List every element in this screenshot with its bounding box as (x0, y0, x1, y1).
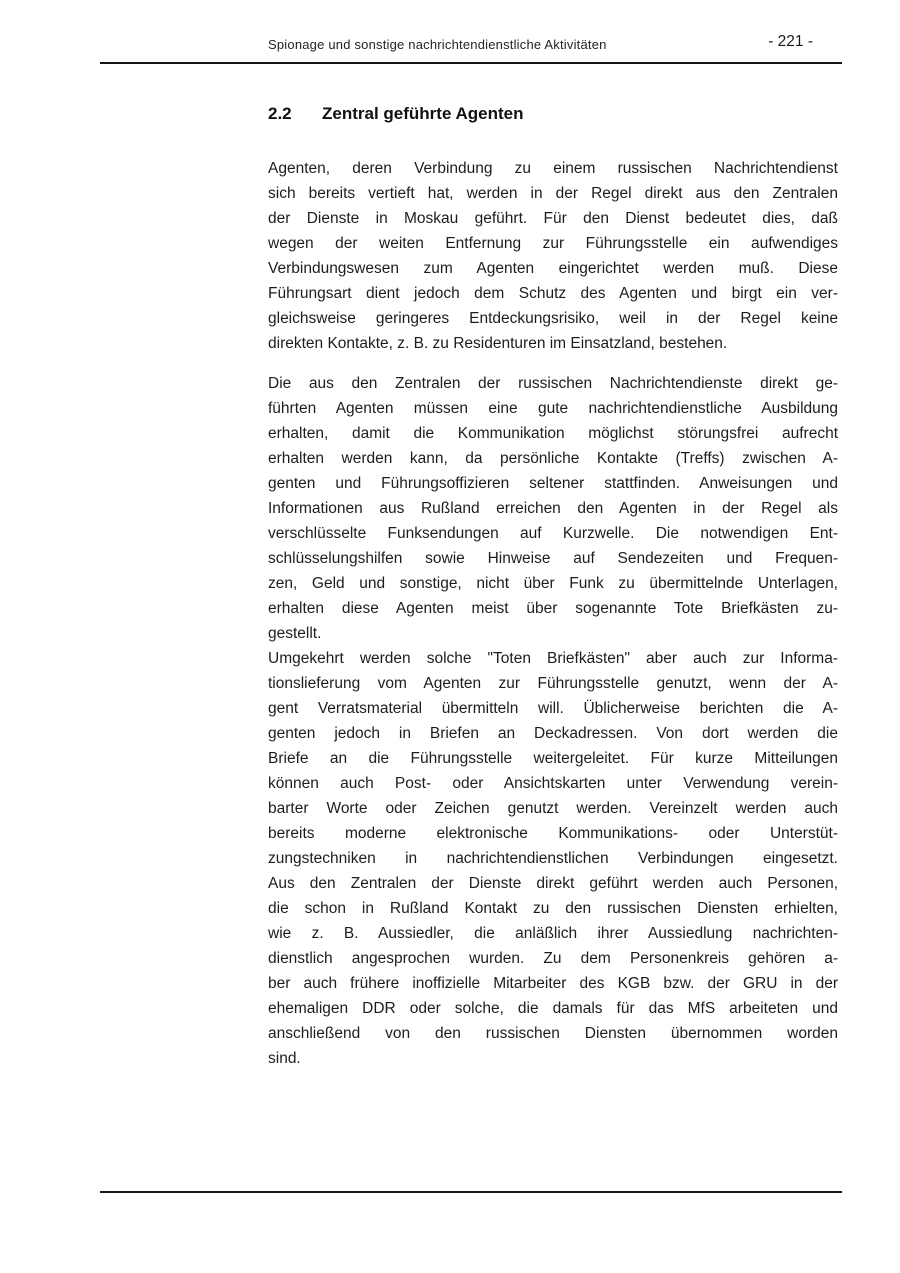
text-line: wie z. B. Aussiedler, die anläßlich ihrer Aussiedlung nachrichten- (268, 925, 838, 942)
page-number: - 221 - (768, 33, 813, 50)
text-line: ber auch frühere inoffizielle Mitarbeiter des KGB bzw. der GRU in der (268, 975, 838, 992)
footer-rule (100, 1191, 842, 1193)
text-line: führten Agenten müssen eine gute nachrichtendienstliche Ausbildung (268, 400, 838, 417)
text-line: gent Verratsmaterial übermitteln will. Üblicherweise berichten die A- (268, 700, 838, 717)
header-rule (100, 62, 842, 64)
text-line: können auch Post- oder Ansichtskarten unter Verwendung verein- (268, 775, 838, 792)
text-line: Verbindungswesen zum Agenten eingerichtet werden muß. Diese (268, 260, 838, 277)
section-number: 2.2 (268, 104, 292, 123)
text-line: sich bereits vertieft hat, werden in der Regel direkt aus den Zentralen (268, 185, 838, 202)
paragraph (268, 371, 838, 646)
paragraph (268, 156, 838, 356)
text-line: gestellt. (268, 625, 322, 642)
text-line: bereits moderne elektronische Kommunikations- oder Unterstüt- (268, 825, 838, 842)
text-line: gleichsweise geringeres Entdeckungsrisiko, weil in der Regel keine (268, 310, 838, 327)
text-line: genten und Führungsoffizieren seltener stattfinden. Anweisungen und (268, 475, 838, 492)
text-line: schlüsselungshilfen sowie Hinweise auf Sendezeiten und Frequen- (268, 550, 838, 567)
text-line: zen, Geld und sonstige, nicht über Funk zu übermittelnde Unterlagen, (268, 575, 838, 592)
running-header-title: Spionage und sonstige nachrichtendienstliche Aktivitäten (268, 37, 607, 52)
text-line: der Dienste in Moskau geführt. Für den Dienst bedeutet dies, daß (268, 210, 838, 227)
text-line: sind. (268, 1050, 301, 1067)
text-line: genten jedoch in Briefen an Deckadressen. Von dort werden die (268, 725, 838, 742)
text-line: Agenten, deren Verbindung zu einem russischen Nachrichtendienst (268, 160, 838, 177)
text-line: dienstlich angesprochen wurden. Zu dem Personenkreis gehören a- (268, 950, 838, 967)
text-line: tionslieferung vom Agenten zur Führungsstelle genutzt, wenn der A- (268, 675, 838, 692)
section-title: Zentral geführte Agenten (322, 104, 524, 123)
text-line: Aus den Zentralen der Dienste direkt geführt werden auch Personen, (268, 875, 838, 892)
text-line: erhalten diese Agenten meist über sogenannte Tote Briefkästen zu- (268, 600, 838, 617)
text-line: Briefe an die Führungsstelle weitergeleitet. Für kurze Mitteilungen (268, 750, 838, 767)
text-line: zungstechniken in nachrichtendienstlichen Verbindungen eingesetzt. (268, 850, 838, 867)
text-line: barter Worte oder Zeichen genutzt werden. Vereinzelt werden auch (268, 800, 838, 817)
text-line: wegen der weiten Entfernung zur Führungsstelle ein aufwendiges (268, 235, 838, 252)
text-line: Die aus den Zentralen der russischen Nachrichtendienste direkt ge- (268, 375, 838, 392)
body-text (268, 156, 838, 1071)
paragraph (268, 646, 838, 1071)
text-line: direkten Kontakte, z. B. zu Residenturen im Einsatzland, bestehen. (268, 335, 728, 352)
text-line: verschlüsselte Funksendungen auf Kurzwelle. Die notwendigen Ent- (268, 525, 838, 542)
text-line: erhalten werden kann, da persönliche Kontakte (Treffs) zwischen A- (268, 450, 838, 467)
text-line: Umgekehrt werden solche "Toten Briefkästen" aber auch zur Informa- (268, 650, 838, 667)
text-line: Führungsart dient jedoch dem Schutz des Agenten und birgt ein ver- (268, 285, 838, 302)
section-heading (268, 104, 524, 124)
text-line: Informationen aus Rußland erreichen den Agenten in der Regel als (268, 500, 838, 517)
text-line: ehemaligen DDR oder solche, die damals für das MfS arbeiteten und (268, 1000, 838, 1017)
text-line: erhalten, damit die Kommunikation möglichst störungsfrei aufrecht (268, 425, 838, 442)
text-line: anschließend von den russischen Diensten übernommen worden (268, 1025, 838, 1042)
text-line: die schon in Rußland Kontakt zu den russischen Diensten erhielten, (268, 900, 838, 917)
